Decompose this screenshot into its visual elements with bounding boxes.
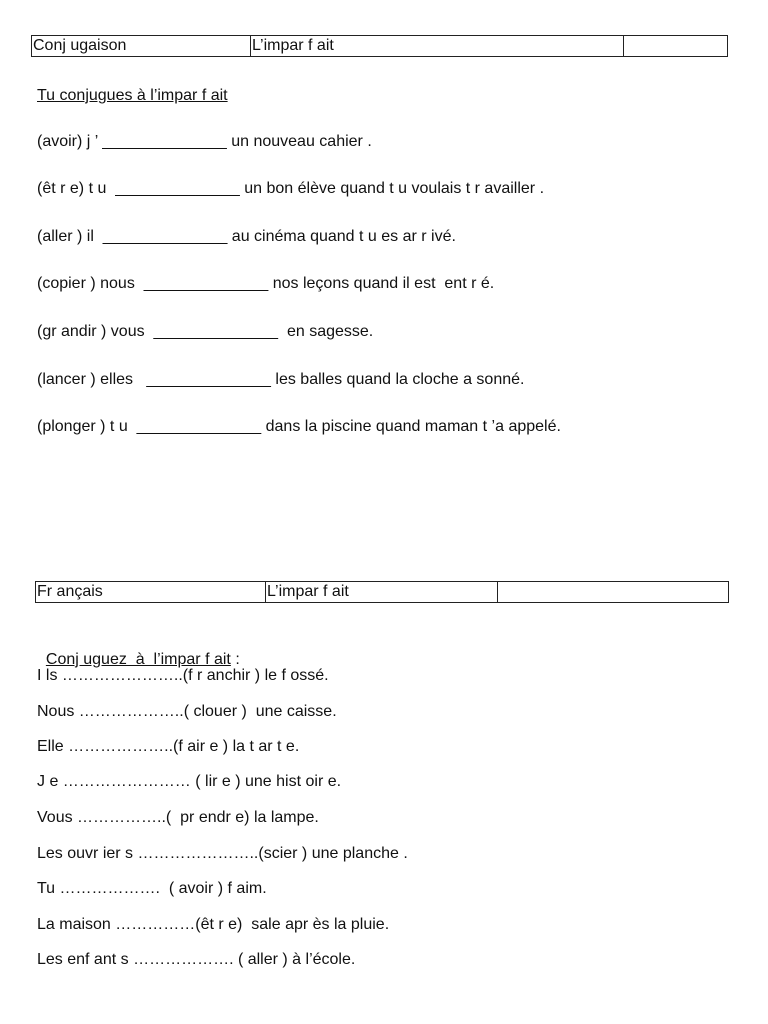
exercise2-line-7: Tu ………………. ( avoir ) f aim.	[37, 880, 267, 897]
section1-title: Tu conjugues à l’impar f ait	[37, 87, 228, 104]
exercise-line-4: (copier ) nous ______________ nos leçons quand il est ent r é.	[37, 275, 495, 292]
section2-subject-cell: Fr ançais	[36, 582, 266, 603]
section1-empty-cell	[624, 36, 728, 57]
exercise-line-6: (lancer ) elles ______________ les balles quand la cloche a sonné.	[37, 371, 525, 388]
exercise-line-5: (gr andir ) vous ______________ en sagesse.	[37, 323, 374, 340]
section1-subject-cell: Conj ugaison	[32, 36, 251, 57]
exercise2-line-1: I ls …………………..(f r anchir ) le f ossé.	[37, 667, 329, 684]
exercise2-line-5: Vous ……………..( pr endr e) la lampe.	[37, 809, 319, 826]
exercise2-line-4: J e …………………… ( lir e ) une hist oir e.	[37, 773, 342, 790]
section2-empty-cell	[498, 582, 729, 603]
section1-header-table	[31, 35, 728, 57]
exercise2-line-3: Elle ………………..(f air e ) la t ar t e.	[37, 738, 300, 755]
section2-header-table	[35, 581, 729, 603]
exercise2-line-6: Les ouvr ier s …………………..(scier ) une planche .	[37, 845, 408, 862]
exercise2-line-9: Les enf ant s ………………. ( aller ) à l’école.	[37, 951, 356, 968]
section2-title: Conj uguez à l’impar f ait	[45, 651, 231, 668]
section2-title-colon: :	[230, 651, 240, 668]
exercise-line-1: (avoir) j ’ ______________ un nouveau cahier .	[37, 133, 372, 150]
exercise-line-3: (aller ) il ______________ au cinéma quand t u es ar r ivé.	[37, 228, 456, 245]
section2-title-row	[37, 630, 240, 670]
exercise2-line-2: Nous ………………..( clouer ) une caisse.	[37, 703, 337, 720]
section1-topic-cell: L’impar f ait	[251, 36, 624, 57]
exercise2-line-8: La maison ……………(êt r e) sale apr ès la pluie.	[37, 916, 390, 933]
exercise-line-2: (êt r e) t u ______________ un bon élève quand t u voulais t r availler .	[37, 180, 545, 197]
section2-topic-cell: L’impar f ait	[266, 582, 498, 603]
exercise-line-7: (plonger ) t u ______________ dans la piscine quand maman t ’a appelé.	[37, 418, 561, 435]
